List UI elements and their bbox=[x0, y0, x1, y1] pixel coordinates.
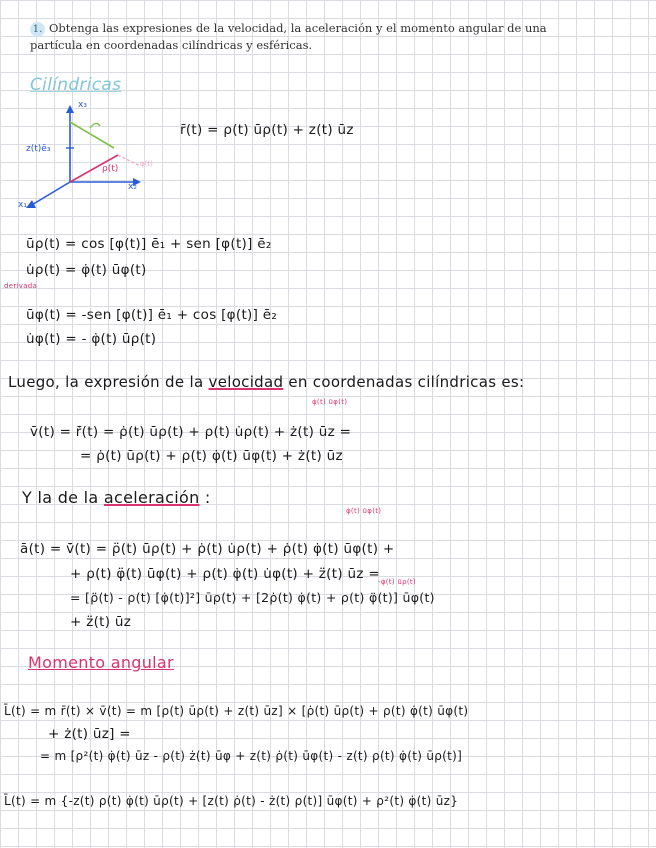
z-label: z(t)ē₃ bbox=[26, 144, 51, 154]
x3-arrow bbox=[66, 105, 74, 113]
acceleration-equation-3: = [ρ̈(t) - ρ(t) [φ̇(t)]²] ūρ(t) + [2ρ̇(t) φ̇(t) + ρ(t) φ̈(t)] ūφ(t) bbox=[70, 590, 435, 605]
velocity-intro-suffix: en coordenadas cilíndricas es: bbox=[288, 373, 525, 391]
x2-label: x₂ bbox=[128, 182, 137, 192]
u-phi-dot-equation: u̇φ(t) = - φ̇(t) ūρ(t) bbox=[26, 331, 157, 347]
velocity-margin-note: φ̇(t) ūφ(t) bbox=[312, 398, 348, 406]
section-title-cilindricas: Cilíndricas bbox=[30, 75, 122, 95]
velocity-equation-1: v̄(t) = r̄̇(t) = ρ̇(t) ūρ(t) + ρ(t) u̇ρ(t) + ż(t) ūz = bbox=[30, 424, 352, 440]
section-title-momento: Momento angular bbox=[28, 653, 174, 672]
velocity-intro-prefix: Luego, la expresión de la bbox=[8, 373, 204, 391]
position-equation: r̄(t) = ρ(t) ūρ(t) + z(t) ūz bbox=[180, 122, 354, 138]
axes-svg bbox=[18, 100, 168, 215]
acceleration-highlight: aceleración bbox=[103, 488, 200, 507]
x1-label: x₁ bbox=[18, 200, 27, 210]
rho-label: ρ(t) bbox=[102, 164, 119, 174]
projection-line bbox=[118, 155, 140, 166]
momentum-equation-4: L̄(t) = m {-z(t) ρ(t) φ̇(t) ūρ(t) + [z(t) ρ̇(t) - ż(t) ρ(t)] ūφ(t) + ρ²(t) φ̇(t) ūz} bbox=[4, 794, 459, 808]
x3-label: x₃ bbox=[78, 100, 87, 110]
acceleration-intro-suffix: : bbox=[204, 488, 211, 507]
momentum-equation-2: + ż(t) ūz] = bbox=[48, 726, 131, 742]
velocity-highlight: velocidad bbox=[208, 373, 284, 391]
acceleration-intro bbox=[22, 488, 211, 507]
momentum-equation-3: = m [ρ²(t) φ̇(t) ūz - ρ(t) ż(t) ūφ + z(t) ρ̇(t) ūφ(t) - z(t) ρ(t) φ̇(t) ūρ(t)] bbox=[40, 749, 463, 763]
acceleration-equation-2: + ρ(t) φ̈(t) ūφ(t) + ρ(t) φ̇(t) u̇φ(t) + z̈(t) ūz = bbox=[70, 566, 380, 582]
momentum-equation-1: L̄(t) = m r̄(t) × v̄(t) = m [ρ(t) ūρ(t) + z(t) ūz] × [ρ̇(t) ūρ(t) + ρ(t) φ̇(t) ūφ(t) bbox=[4, 704, 469, 718]
u-phi-equation: ūφ(t) = -sen [φ(t)] ē₁ + cos [φ(t)] ē₂ bbox=[26, 307, 278, 323]
derivative-note: derivada bbox=[4, 282, 38, 290]
u-rho-equation: ūρ(t) = cos [φ(t)] ē₁ + sen [φ(t)] ē₂ bbox=[26, 236, 272, 252]
velocity-equation-2: = ρ̇(t) ūρ(t) + ρ(t) φ̇(t) ūφ(t) + ż(t) ūz bbox=[80, 448, 343, 464]
task-number: 1. bbox=[30, 22, 45, 37]
task-text: Obtenga las expresiones de la velocidad, la aceleración y el momento angular de una partícula en coordenadas cilíndricas y esféricas. bbox=[30, 21, 547, 52]
coordinate-diagram bbox=[18, 100, 168, 215]
task-statement bbox=[30, 20, 590, 53]
acceleration-equation-1: ā(t) = v̄̇(t) = ρ̈(t) ūρ(t) + ρ̇(t) u̇ρ(t) + ρ̇(t) φ̇(t) ūφ(t) + bbox=[20, 541, 395, 557]
acceleration-margin-note: φ̇(t) ūφ(t) bbox=[346, 507, 382, 515]
u-rho-dot-equation: u̇ρ(t) = φ̇(t) ūφ(t) bbox=[26, 262, 147, 278]
x1-axis bbox=[30, 182, 70, 206]
phi-label: φ(t) bbox=[140, 160, 153, 168]
phi-arc bbox=[90, 123, 100, 128]
acceleration-intro-prefix: Y la de la bbox=[22, 488, 99, 507]
acceleration-margin-note-2: -φ̇(t) ūρ(t) bbox=[378, 578, 416, 586]
velocity-intro bbox=[8, 373, 524, 391]
acceleration-equation-4: + z̈(t) ūz bbox=[70, 614, 132, 630]
